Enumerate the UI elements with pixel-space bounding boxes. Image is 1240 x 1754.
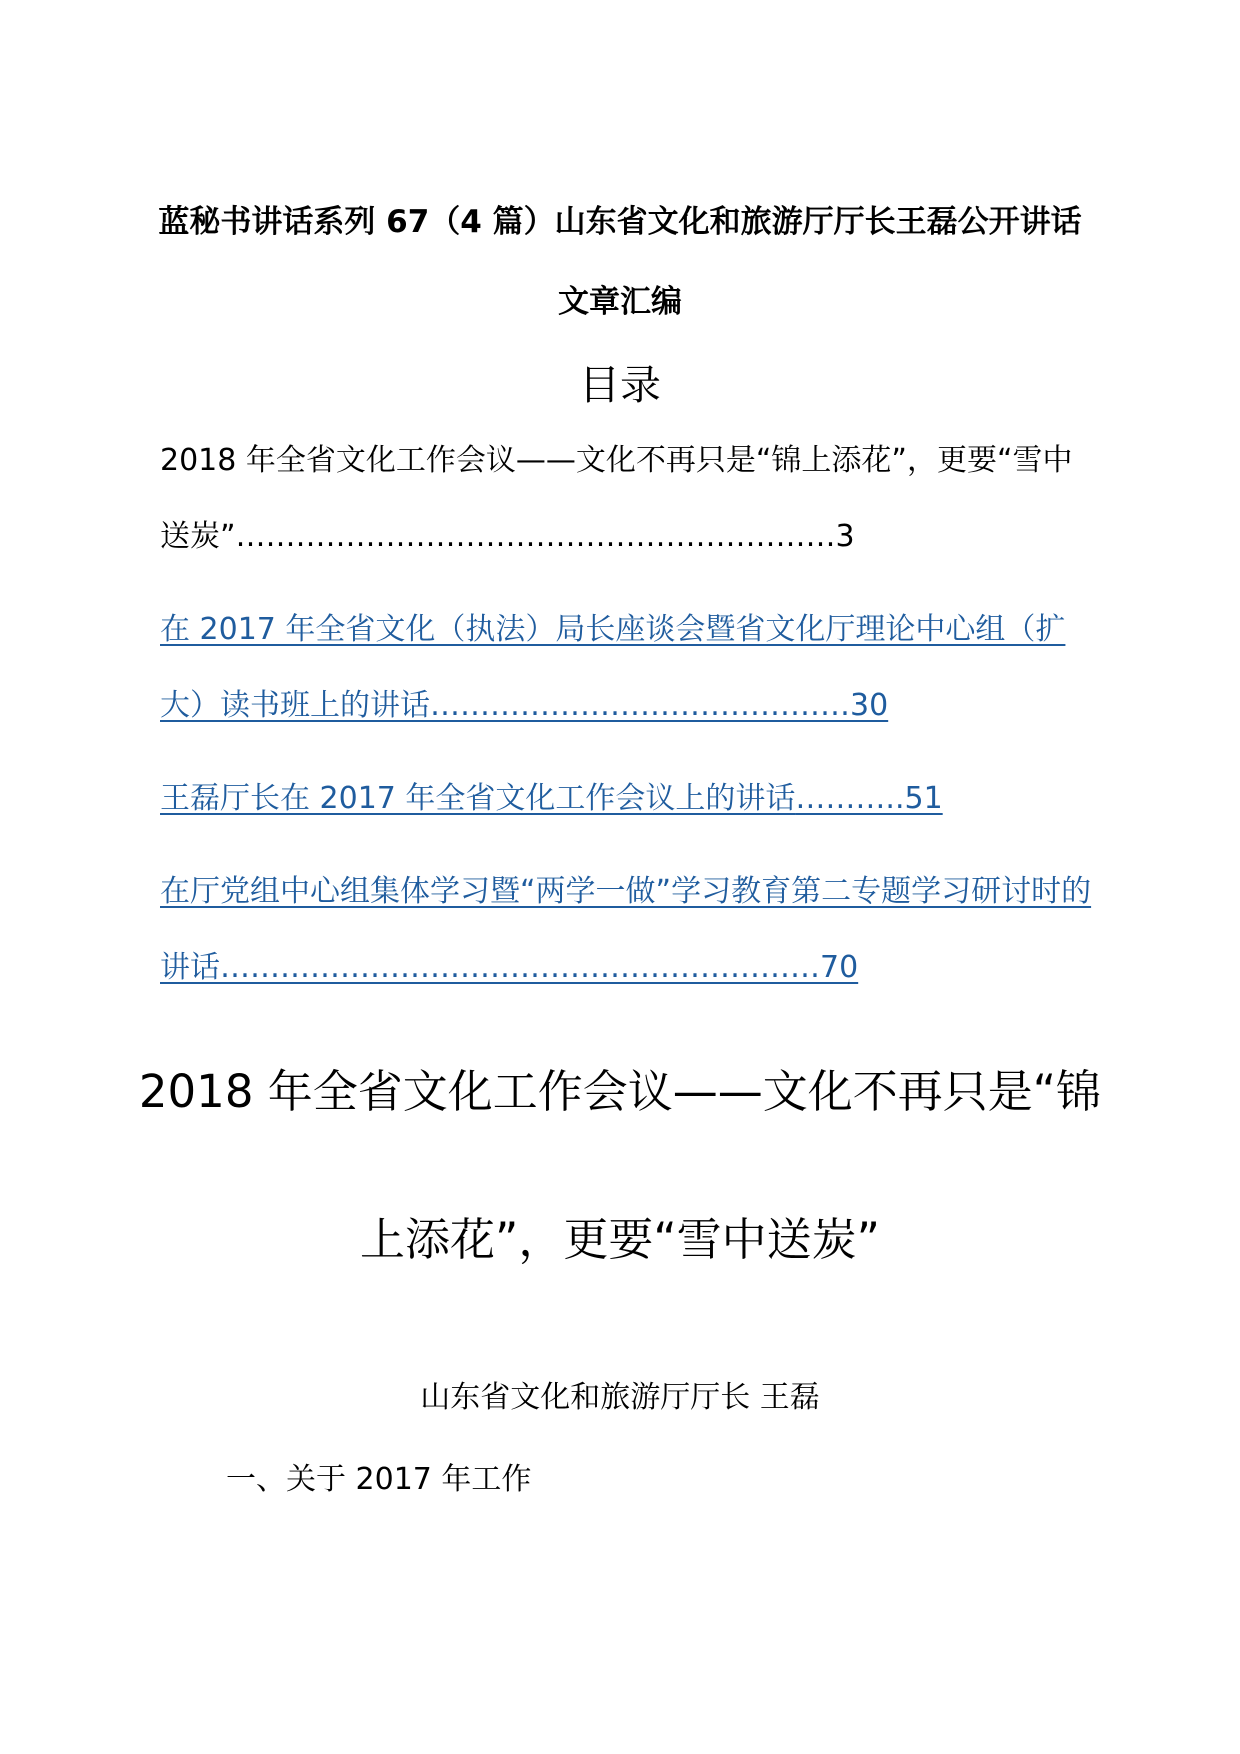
table-of-contents: [160, 423, 1100, 1023]
toc-entry-leader: ……………………………………………………: [220, 950, 820, 985]
section-heading: 一、关于 2017 年工作: [226, 1462, 532, 1497]
toc-entry-title: 2018 年全省文化工作会议——文化不再只是“锦上添花”，更要“雪中送炭”: [160, 443, 1073, 554]
toc-entry-page: 30: [850, 688, 889, 723]
toc-item[interactable]: [160, 423, 1100, 575]
toc-entry-page: 51: [904, 781, 943, 816]
article-byline: 山东省文化和旅游厅厅长 王磊: [420, 1380, 820, 1415]
toc-entry-title: 王磊厅长在 2017 年全省文化工作会议上的讲话: [160, 781, 796, 816]
toc-link[interactable]: [160, 781, 943, 816]
toc-link[interactable]: [160, 874, 1091, 985]
toc-entry-title: 在厅党组中心组集体学习暨“两学一做”学习教育第二专题学习研讨时的讲话: [160, 874, 1092, 985]
toc-entry-leader: ………..: [795, 781, 905, 816]
toc-item[interactable]: [160, 592, 1100, 744]
toc-entry[interactable]: [160, 443, 1073, 554]
toc-heading: 目录: [579, 361, 661, 409]
article-title: 2018 年全省文化工作会议——文化不再只是“锦上添花”，更要“雪中送炭”: [138, 1065, 1102, 1266]
toc-item[interactable]: [160, 761, 1100, 837]
document-title: 蓝秘书讲话系列 67（4 篇）山东省文化和旅游厅厅长王磊公开讲话文章汇编: [158, 204, 1082, 320]
toc-entry-page: 3: [835, 519, 855, 554]
toc-link[interactable]: [160, 612, 1065, 723]
toc-entry-title: 在 2017 年全省文化（执法）局长座谈会暨省文化厅理论中心组（扩大）读书班上的讲话: [160, 612, 1066, 723]
toc-item[interactable]: [160, 854, 1100, 1006]
toc-entry-leader: ……………………………………: [430, 688, 850, 723]
toc-entry-leader: ……………………………………………………: [235, 519, 836, 554]
toc-entry-page: 70: [820, 950, 859, 985]
